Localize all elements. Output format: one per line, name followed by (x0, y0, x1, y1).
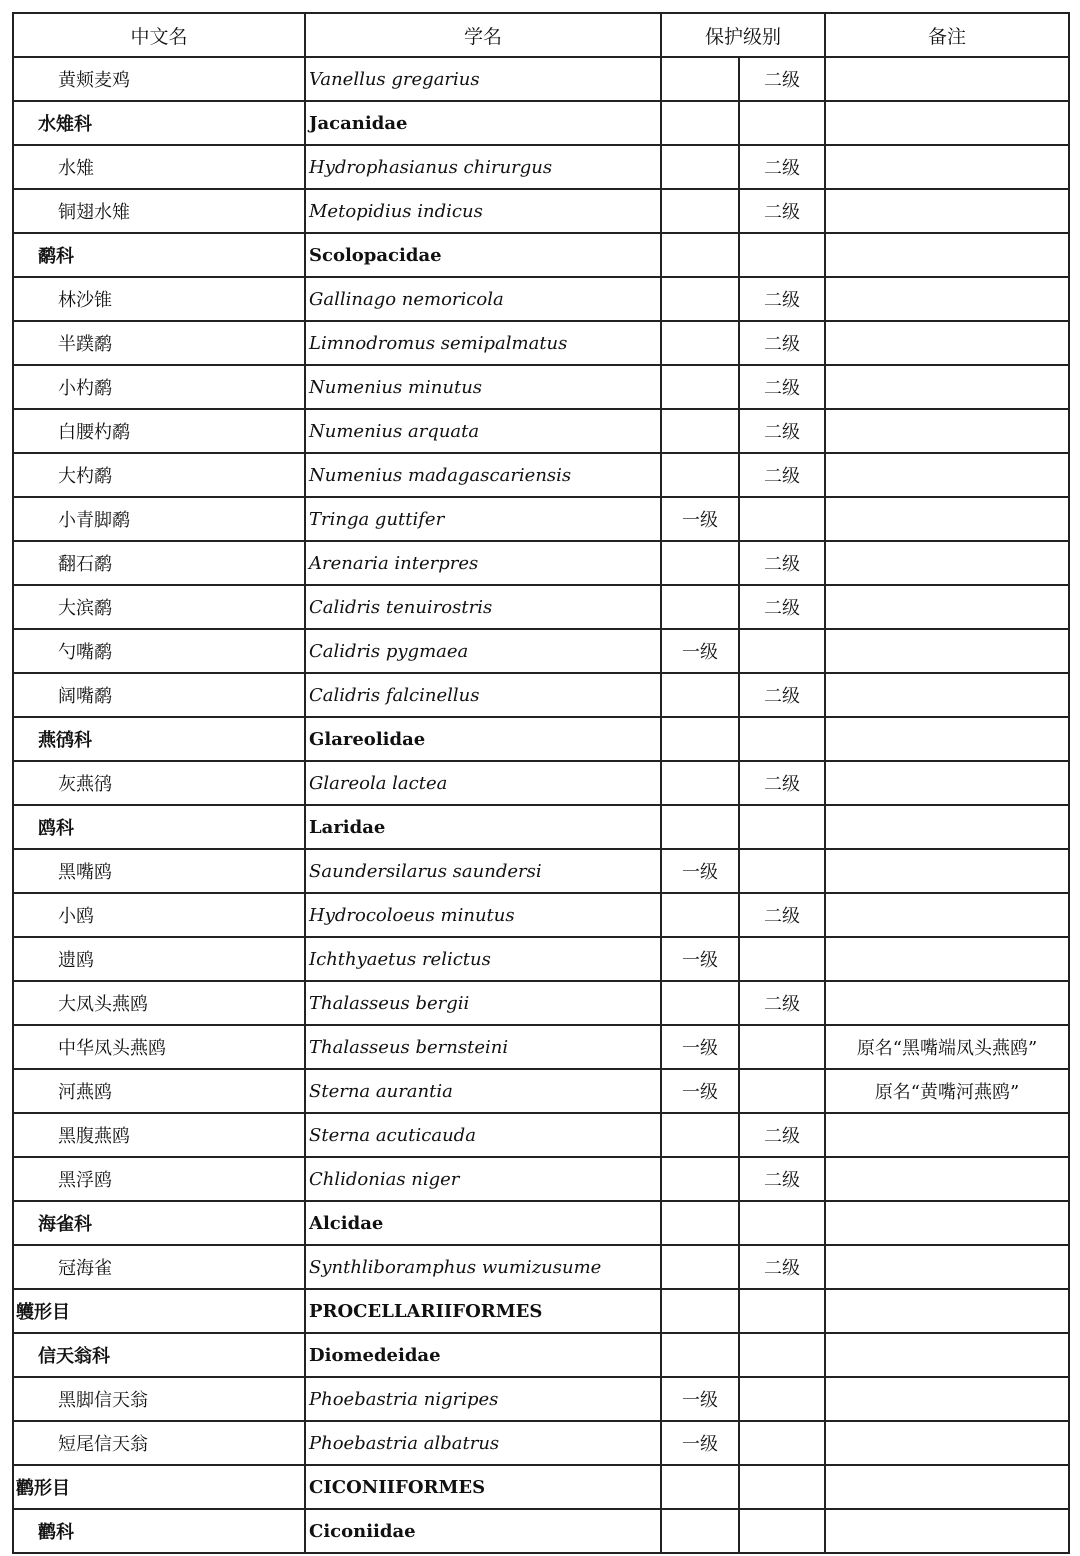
chinese-name: 黑脚信天翁 (58, 1390, 148, 1411)
chinese-name-cell (13, 1465, 305, 1509)
table-row (13, 1201, 1069, 1245)
remarks-cell (825, 673, 1069, 717)
chinese-name: 水雉科 (38, 114, 92, 135)
chinese-name: 黑腹燕鸥 (58, 1126, 130, 1147)
table-row (13, 1377, 1069, 1421)
scientific-name: CICONIIFORMES (305, 1465, 661, 1509)
scientific-name: Metopidius indicus (305, 189, 661, 233)
grade-one-cell (661, 761, 739, 805)
table-row (13, 1421, 1069, 1465)
remarks-cell (825, 805, 1069, 849)
chinese-name: 冠海雀 (58, 1258, 112, 1279)
chinese-name: 黄颊麦鸡 (58, 70, 130, 91)
table-row (13, 409, 1069, 453)
table-row (13, 365, 1069, 409)
remarks-cell (825, 277, 1069, 321)
scientific-name: Thalasseus bergii (305, 981, 661, 1025)
chinese-name: 小鸥 (58, 906, 94, 927)
table-row (13, 717, 1069, 761)
grade-two-cell (739, 629, 825, 673)
scientific-name: Phoebastria albatrus (305, 1421, 661, 1465)
scientific-name: Numenius arquata (305, 409, 661, 453)
header-row (13, 13, 1069, 57)
grade-one-cell (661, 1465, 739, 1509)
chinese-name-cell (13, 937, 305, 981)
table-row (13, 145, 1069, 189)
chinese-name: 燕鸻科 (38, 730, 92, 751)
remarks-cell (825, 761, 1069, 805)
table-row (13, 57, 1069, 101)
grade-one-cell (661, 321, 739, 365)
grade-one-cell (661, 277, 739, 321)
scientific-name: Phoebastria nigripes (305, 1377, 661, 1421)
grade-two-cell: 二级 (739, 541, 825, 585)
chinese-name-cell (13, 849, 305, 893)
chinese-name-cell (13, 805, 305, 849)
grade-two-cell (739, 849, 825, 893)
remarks-cell (825, 365, 1069, 409)
remarks-cell (825, 893, 1069, 937)
grade-two-cell: 二级 (739, 673, 825, 717)
table-row (13, 1509, 1069, 1553)
chinese-name-cell (13, 1289, 305, 1333)
scientific-name: Diomedeidae (305, 1333, 661, 1377)
remarks-cell (825, 541, 1069, 585)
remarks-cell (825, 1201, 1069, 1245)
chinese-name: 灰燕鸻 (58, 774, 112, 795)
remarks-cell (825, 1333, 1069, 1377)
table-row (13, 849, 1069, 893)
chinese-name-cell (13, 1377, 305, 1421)
grade-one-cell (661, 717, 739, 761)
chinese-name: 鹳形目 (16, 1478, 70, 1499)
chinese-name-cell (13, 1201, 305, 1245)
scientific-name: Gallinago nemoricola (305, 277, 661, 321)
grade-one-cell (661, 101, 739, 145)
grade-two-cell: 二级 (739, 145, 825, 189)
chinese-name: 黑嘴鸥 (58, 862, 112, 883)
scientific-name: Jacanidae (305, 101, 661, 145)
remarks-cell (825, 189, 1069, 233)
grade-two-cell (739, 1465, 825, 1509)
chinese-name: 小杓鹬 (58, 378, 112, 399)
grade-two-cell: 二级 (739, 277, 825, 321)
chinese-name-cell (13, 673, 305, 717)
remarks-cell (825, 57, 1069, 101)
grade-two-cell (739, 805, 825, 849)
chinese-name-cell (13, 981, 305, 1025)
chinese-name: 河燕鸥 (58, 1082, 112, 1103)
grade-one-cell (661, 233, 739, 277)
grade-two-cell: 二级 (739, 365, 825, 409)
chinese-name-cell (13, 1025, 305, 1069)
remarks-cell (825, 321, 1069, 365)
chinese-name-cell (13, 101, 305, 145)
table-row (13, 1333, 1069, 1377)
table-row (13, 321, 1069, 365)
chinese-name-cell (13, 409, 305, 453)
grade-one-cell: 一级 (661, 937, 739, 981)
scientific-name: Calidris falcinellus (305, 673, 661, 717)
table-row (13, 1465, 1069, 1509)
chinese-name: 铜翅水雉 (58, 202, 130, 223)
chinese-name: 短尾信天翁 (58, 1434, 148, 1455)
table-row (13, 101, 1069, 145)
grade-one-cell (661, 1113, 739, 1157)
scientific-name: Sterna acuticauda (305, 1113, 661, 1157)
grade-two-cell: 二级 (739, 893, 825, 937)
table-row (13, 1289, 1069, 1333)
scientific-name: Limnodromus semipalmatus (305, 321, 661, 365)
remarks-cell (825, 409, 1069, 453)
chinese-name: 鹳科 (38, 1522, 74, 1543)
scientific-name: Ichthyaetus relictus (305, 937, 661, 981)
grade-two-cell (739, 1289, 825, 1333)
chinese-name: 鹱形目 (16, 1302, 70, 1323)
grade-one-cell (661, 893, 739, 937)
grade-one-cell (661, 1509, 739, 1553)
table-row (13, 981, 1069, 1025)
remarks-cell (825, 981, 1069, 1025)
header-scientific-name: 学名 (305, 13, 661, 57)
scientific-name: Thalasseus bernsteini (305, 1025, 661, 1069)
grade-one-cell (661, 585, 739, 629)
header-protection-level: 保护级别 (661, 13, 825, 57)
grade-one-cell (661, 541, 739, 585)
grade-two-cell (739, 1377, 825, 1421)
chinese-name-cell (13, 893, 305, 937)
remarks-cell (825, 1245, 1069, 1289)
table-row (13, 497, 1069, 541)
grade-two-cell (739, 101, 825, 145)
scientific-name: Arenaria interpres (305, 541, 661, 585)
grade-two-cell: 二级 (739, 189, 825, 233)
chinese-name-cell (13, 57, 305, 101)
table-row (13, 453, 1069, 497)
table-row (13, 1069, 1069, 1113)
scientific-name: Calidris tenuirostris (305, 585, 661, 629)
table-row (13, 761, 1069, 805)
scientific-name: Synthliboramphus wumizusume (305, 1245, 661, 1289)
grade-one-cell (661, 1157, 739, 1201)
chinese-name: 阔嘴鹬 (58, 686, 112, 707)
chinese-name-cell (13, 717, 305, 761)
chinese-name: 信天翁科 (38, 1346, 110, 1367)
scientific-name: Chlidonias niger (305, 1157, 661, 1201)
chinese-name: 中华凤头燕鸥 (58, 1038, 166, 1059)
grade-one-cell (661, 1289, 739, 1333)
scientific-name: Tringa guttifer (305, 497, 661, 541)
grade-one-cell (661, 189, 739, 233)
remarks-cell (825, 233, 1069, 277)
grade-two-cell (739, 233, 825, 277)
chinese-name-cell (13, 1509, 305, 1553)
table-row (13, 1025, 1069, 1069)
remarks-cell: 原名“黑嘴端凤头燕鸥” (825, 1025, 1069, 1069)
scientific-name: Saundersilarus saundersi (305, 849, 661, 893)
table (12, 12, 1070, 1554)
table-row (13, 1113, 1069, 1157)
scientific-name: Ciconiidae (305, 1509, 661, 1553)
table-row (13, 893, 1069, 937)
chinese-name-cell (13, 761, 305, 805)
chinese-name: 遗鸥 (58, 950, 94, 971)
grade-one-cell: 一级 (661, 1421, 739, 1465)
remarks-cell (825, 849, 1069, 893)
grade-two-cell (739, 717, 825, 761)
grade-two-cell (739, 1421, 825, 1465)
chinese-name-cell (13, 189, 305, 233)
chinese-name: 半蹼鹬 (58, 334, 112, 355)
grade-two-cell (739, 937, 825, 981)
chinese-name-cell (13, 541, 305, 585)
grade-two-cell (739, 1025, 825, 1069)
table-row (13, 189, 1069, 233)
scientific-name: Hydrophasianus chirurgus (305, 145, 661, 189)
table-row (13, 805, 1069, 849)
chinese-name: 翻石鹬 (58, 554, 112, 575)
scientific-name: Glareolidae (305, 717, 661, 761)
grade-one-cell: 一级 (661, 1377, 739, 1421)
grade-one-cell (661, 1245, 739, 1289)
chinese-name: 小青脚鹬 (58, 510, 130, 531)
grade-one-cell (661, 673, 739, 717)
remarks-cell: 原名“黄嘴河燕鸥” (825, 1069, 1069, 1113)
scientific-name: Hydrocoloeus minutus (305, 893, 661, 937)
remarks-cell (825, 101, 1069, 145)
chinese-name-cell (13, 321, 305, 365)
scientific-name: Sterna aurantia (305, 1069, 661, 1113)
chinese-name: 勺嘴鹬 (58, 642, 112, 663)
chinese-name: 林沙锥 (58, 290, 112, 311)
remarks-cell (825, 1289, 1069, 1333)
grade-one-cell (661, 981, 739, 1025)
chinese-name-cell (13, 497, 305, 541)
grade-one-cell (661, 365, 739, 409)
chinese-name: 海雀科 (38, 1214, 92, 1235)
remarks-cell (825, 145, 1069, 189)
table-row (13, 541, 1069, 585)
grade-two-cell: 二级 (739, 409, 825, 453)
grade-one-cell: 一级 (661, 629, 739, 673)
grade-one-cell (661, 453, 739, 497)
grade-one-cell (661, 1201, 739, 1245)
grade-one-cell (661, 57, 739, 101)
grade-two-cell (739, 497, 825, 541)
table-body (13, 57, 1069, 1553)
chinese-name: 水雉 (58, 158, 94, 179)
table-row (13, 673, 1069, 717)
chinese-name-cell (13, 585, 305, 629)
grade-two-cell (739, 1509, 825, 1553)
remarks-cell (825, 937, 1069, 981)
chinese-name: 鹬科 (38, 246, 74, 267)
scientific-name: Numenius madagascariensis (305, 453, 661, 497)
grade-one-cell: 一级 (661, 1069, 739, 1113)
table-row (13, 277, 1069, 321)
remarks-cell (825, 453, 1069, 497)
chinese-name-cell (13, 1333, 305, 1377)
grade-one-cell: 一级 (661, 1025, 739, 1069)
grade-one-cell (661, 805, 739, 849)
grade-one-cell (661, 409, 739, 453)
scientific-name: Laridae (305, 805, 661, 849)
chinese-name-cell (13, 1069, 305, 1113)
grade-two-cell: 二级 (739, 1113, 825, 1157)
table-row (13, 629, 1069, 673)
table-row (13, 937, 1069, 981)
grade-two-cell: 二级 (739, 761, 825, 805)
grade-two-cell: 二级 (739, 57, 825, 101)
remarks-cell (825, 629, 1069, 673)
header-remarks: 备注 (825, 13, 1069, 57)
species-protection-table (12, 12, 1070, 1554)
table-row (13, 1245, 1069, 1289)
remarks-cell (825, 1421, 1069, 1465)
chinese-name-cell (13, 277, 305, 321)
remarks-cell (825, 1113, 1069, 1157)
scientific-name: Numenius minutus (305, 365, 661, 409)
scientific-name: Glareola lactea (305, 761, 661, 805)
remarks-cell (825, 717, 1069, 761)
grade-two-cell: 二级 (739, 585, 825, 629)
chinese-name-cell (13, 1157, 305, 1201)
grade-two-cell (739, 1333, 825, 1377)
remarks-cell (825, 1465, 1069, 1509)
grade-one-cell: 一级 (661, 497, 739, 541)
chinese-name-cell (13, 453, 305, 497)
table-row (13, 1157, 1069, 1201)
scientific-name: PROCELLARIIFORMES (305, 1289, 661, 1333)
chinese-name-cell (13, 1113, 305, 1157)
scientific-name: Calidris pygmaea (305, 629, 661, 673)
remarks-cell (825, 1377, 1069, 1421)
chinese-name: 黑浮鸥 (58, 1170, 112, 1191)
remarks-cell (825, 1509, 1069, 1553)
chinese-name-cell (13, 629, 305, 673)
scientific-name: Alcidae (305, 1201, 661, 1245)
grade-two-cell: 二级 (739, 453, 825, 497)
table-row (13, 233, 1069, 277)
chinese-name: 大滨鹬 (58, 598, 112, 619)
table-row (13, 585, 1069, 629)
scientific-name: Vanellus gregarius (305, 57, 661, 101)
grade-one-cell (661, 1333, 739, 1377)
chinese-name: 鸥科 (38, 818, 74, 839)
chinese-name: 大凤头燕鸥 (58, 994, 148, 1015)
chinese-name: 大杓鹬 (58, 466, 112, 487)
grade-two-cell: 二级 (739, 1245, 825, 1289)
grade-one-cell (661, 145, 739, 189)
chinese-name-cell (13, 1421, 305, 1465)
grade-two-cell: 二级 (739, 321, 825, 365)
remarks-cell (825, 1157, 1069, 1201)
chinese-name-cell (13, 1245, 305, 1289)
chinese-name: 白腰杓鹬 (58, 422, 130, 443)
grade-two-cell (739, 1069, 825, 1113)
grade-one-cell: 一级 (661, 849, 739, 893)
remarks-cell (825, 585, 1069, 629)
grade-two-cell: 二级 (739, 1157, 825, 1201)
chinese-name-cell (13, 145, 305, 189)
chinese-name-cell (13, 233, 305, 277)
grade-two-cell (739, 1201, 825, 1245)
chinese-name-cell (13, 365, 305, 409)
header-chinese-name: 中文名 (13, 13, 305, 57)
grade-two-cell: 二级 (739, 981, 825, 1025)
remarks-cell (825, 497, 1069, 541)
scientific-name: Scolopacidae (305, 233, 661, 277)
